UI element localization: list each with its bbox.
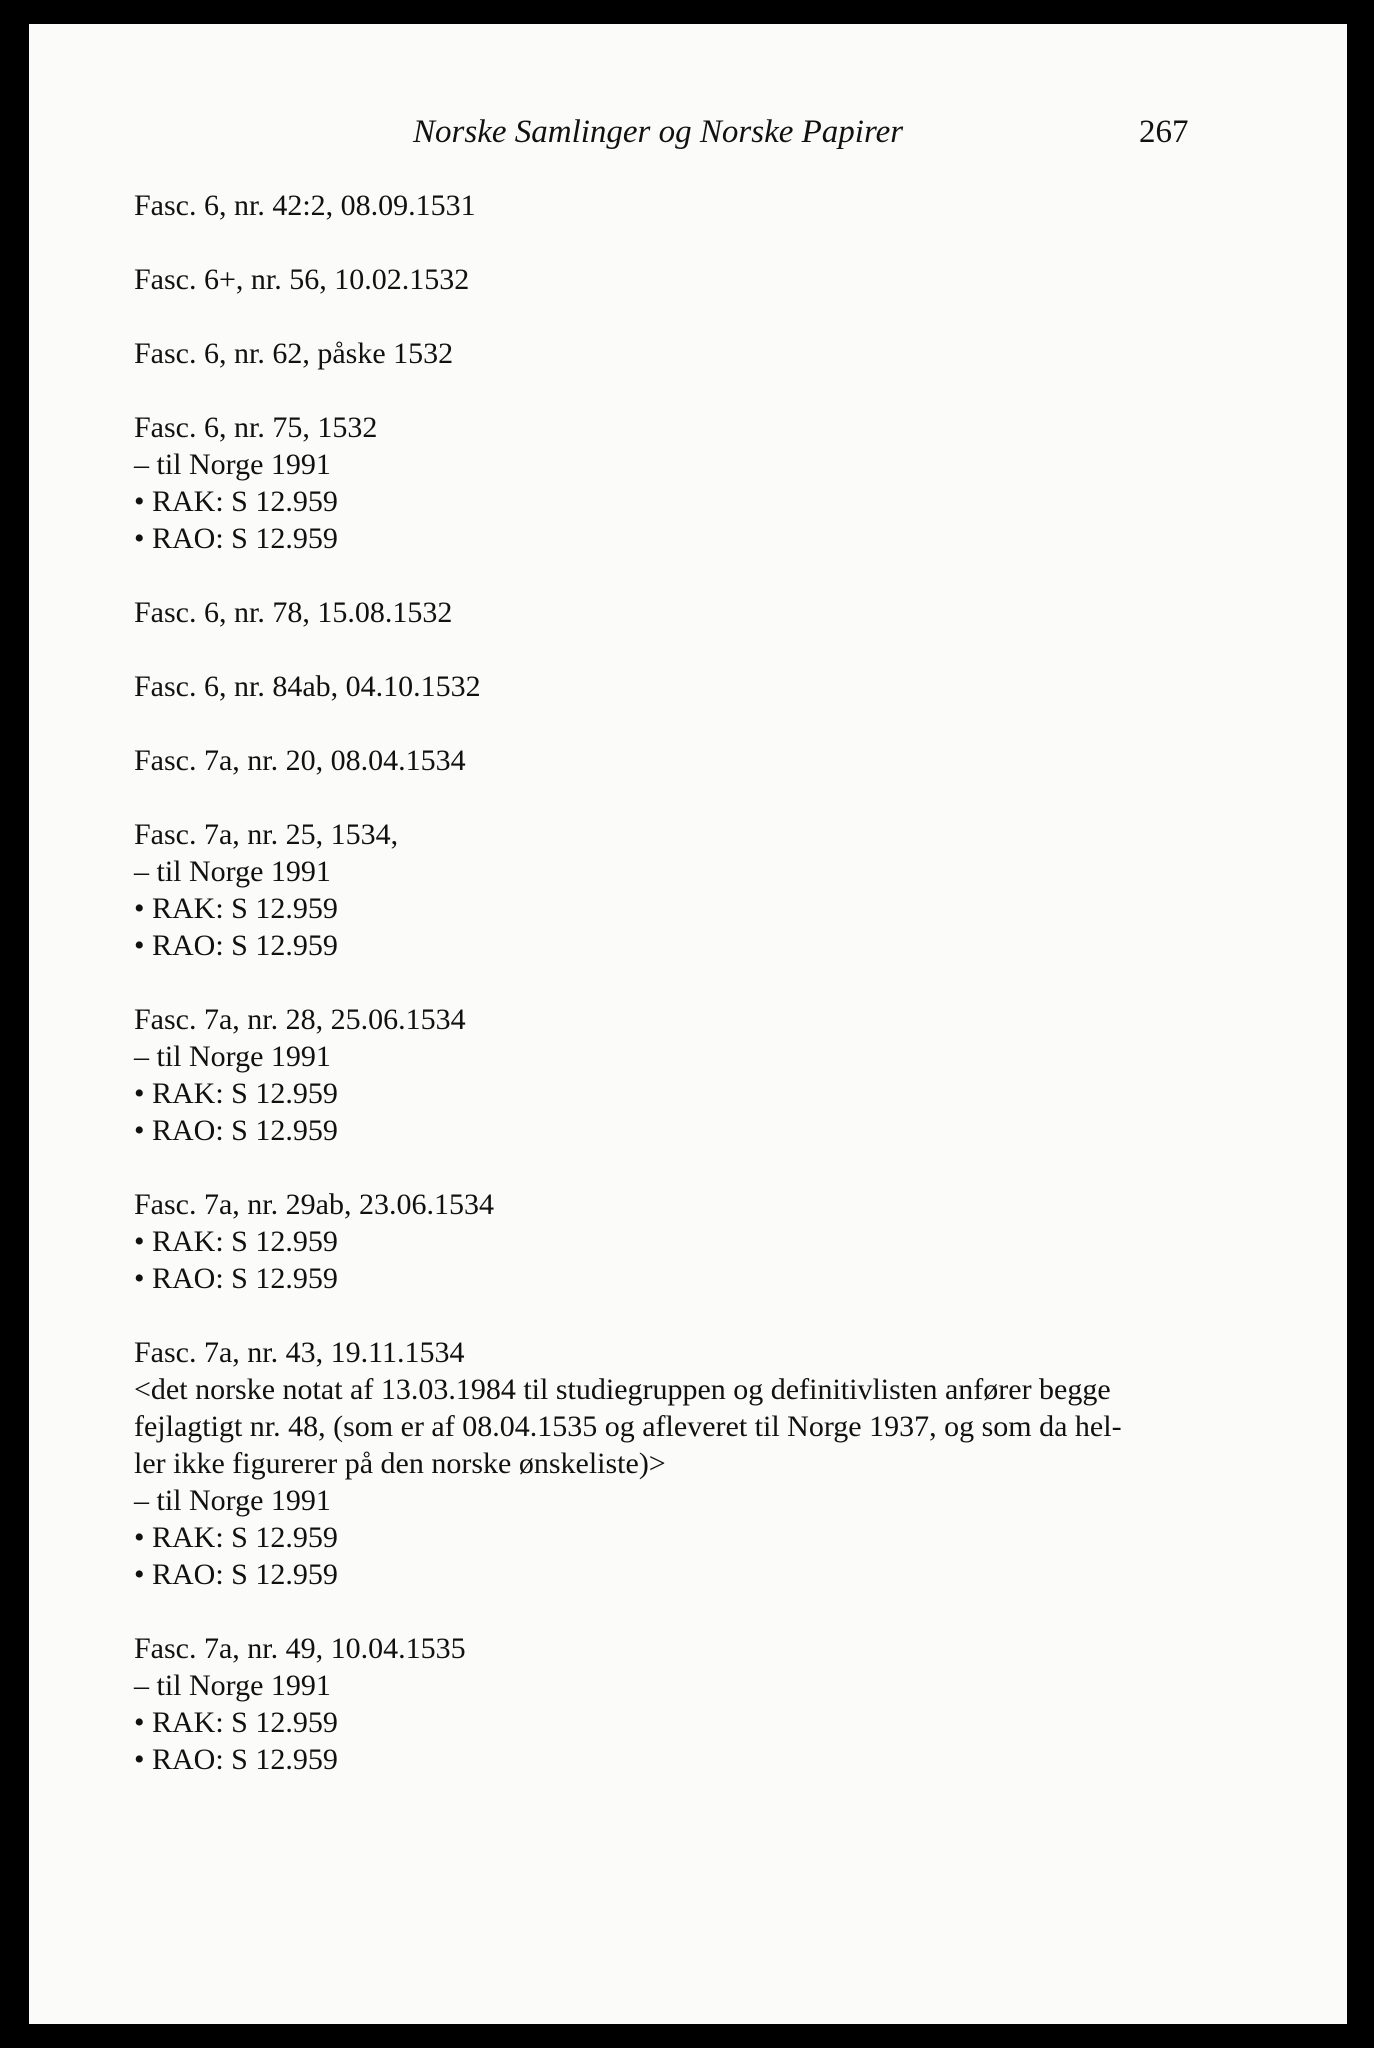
entry-line: Fasc. 7a, nr. 49, 10.04.1535 xyxy=(134,1632,466,1665)
entry-line: • RAO: S 12.959 xyxy=(134,929,338,962)
entry xyxy=(134,668,1234,705)
entry-line: – til Norge 1991 xyxy=(134,1040,331,1073)
entry-note-line: fejlagtigt nr. 48, (som er af 08.04.1535 og afleveret til Norge 1937, og som da hel- xyxy=(134,1410,1122,1443)
entry-note-line: ler ikke figurerer på den norske ønskeliste)> xyxy=(134,1447,666,1480)
entry-line: – til Norge 1991 xyxy=(134,855,331,888)
page-number: 267 xyxy=(1139,114,1189,150)
entry xyxy=(134,1186,1234,1297)
entry xyxy=(134,594,1234,631)
entry-line: Fasc. 7a, nr. 20, 08.04.1534 xyxy=(134,744,466,777)
entry-line: Fasc. 6, nr. 62, påske 1532 xyxy=(134,337,454,370)
entry-line: • RAO: S 12.959 xyxy=(134,522,338,555)
entry xyxy=(134,409,1234,557)
entry xyxy=(134,816,1234,964)
entry-line: Fasc. 6+, nr. 56, 10.02.1532 xyxy=(134,263,470,296)
page-header xyxy=(29,114,1347,164)
entry-line: Fasc. 6, nr. 42:2, 08.09.1531 xyxy=(134,189,476,222)
running-title: Norske Samlinger og Norske Papirer xyxy=(413,114,904,150)
entry-line: • RAK: S 12.959 xyxy=(134,1225,338,1258)
entry-line: • RAK: S 12.959 xyxy=(134,1521,338,1554)
entry-list xyxy=(134,187,1234,1815)
entry-line: Fasc. 7a, nr. 28, 25.06.1534 xyxy=(134,1003,466,1036)
entry-line: Fasc. 7a, nr. 29ab, 23.06.1534 xyxy=(134,1188,494,1221)
entry-line: Fasc. 6, nr. 78, 15.08.1532 xyxy=(134,596,453,629)
entry-line: Fasc. 6, nr. 84ab, 04.10.1532 xyxy=(134,670,481,703)
entry-note-line: <det norske notat af 13.03.1984 til studiegruppen og definitivlisten anfører begge xyxy=(134,1373,1111,1406)
entry-line: Fasc. 6, nr. 75, 1532 xyxy=(134,411,378,444)
entry-line: – til Norge 1991 xyxy=(134,1484,331,1517)
entry-line: Fasc. 7a, nr. 25, 1534, xyxy=(134,818,399,851)
document-page xyxy=(29,24,1347,2024)
entry xyxy=(134,1001,1234,1149)
entry-line: Fasc. 7a, nr. 43, 19.11.1534 xyxy=(134,1336,465,1369)
entry xyxy=(134,187,1234,224)
entry-line: • RAO: S 12.959 xyxy=(134,1114,338,1147)
entry-line: • RAO: S 12.959 xyxy=(134,1743,338,1776)
entry-line: • RAK: S 12.959 xyxy=(134,485,338,518)
entry xyxy=(134,1334,1234,1593)
entry xyxy=(134,261,1234,298)
entry-line: – til Norge 1991 xyxy=(134,448,331,481)
entry xyxy=(134,335,1234,372)
entry-line: • RAO: S 12.959 xyxy=(134,1558,338,1591)
entry-line: • RAK: S 12.959 xyxy=(134,1077,338,1110)
entry xyxy=(134,742,1234,779)
entry-line: • RAK: S 12.959 xyxy=(134,892,338,925)
entry-line: – til Norge 1991 xyxy=(134,1669,331,1702)
entry-line: • RAK: S 12.959 xyxy=(134,1706,338,1739)
entry xyxy=(134,1630,1234,1778)
entry-line: • RAO: S 12.959 xyxy=(134,1262,338,1295)
